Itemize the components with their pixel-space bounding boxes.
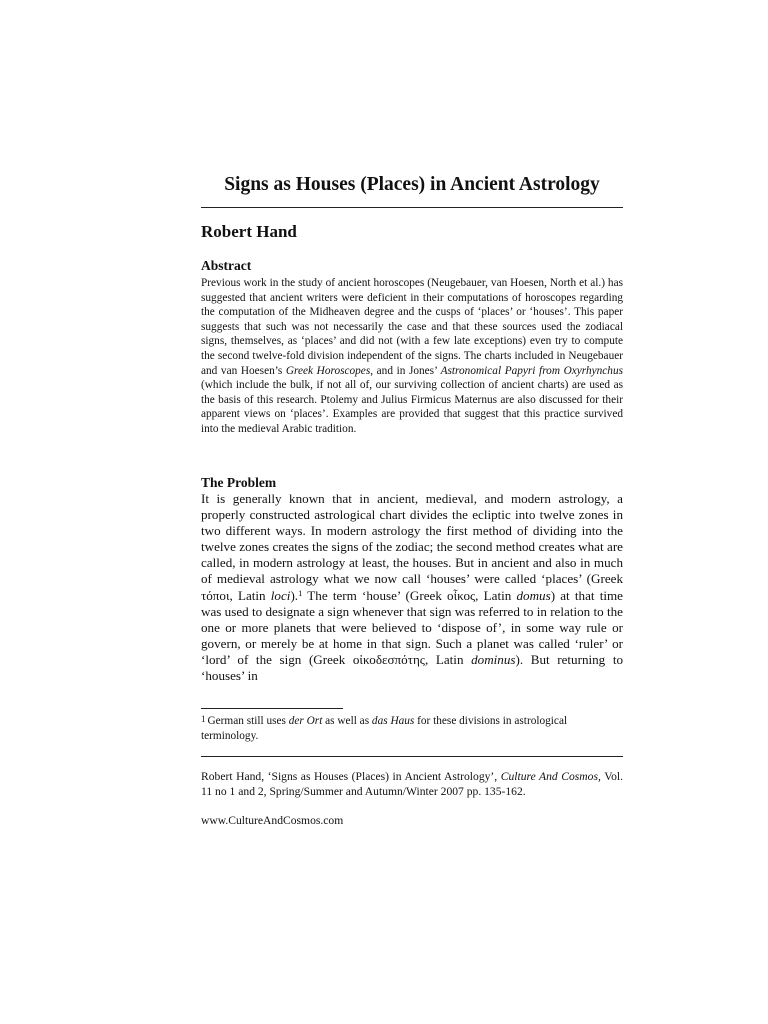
footnote-reference[interactable]: 1 (298, 587, 303, 598)
citation-divider (201, 756, 623, 757)
footnote-text-part: for these divisions in astrological terminology. (201, 715, 568, 742)
footnote-number: 1 (201, 714, 206, 724)
footnote (201, 714, 623, 743)
footnote-italic-term: das Haus (371, 715, 415, 727)
title-divider (201, 207, 623, 208)
abstract-text (201, 276, 623, 437)
section-italic-term: dominus (471, 651, 516, 667)
citation-journal-title: Culture And Cosmos (500, 770, 598, 783)
citation-text-part: , Vol. 11 no 1 and 2, Spring/Summer and Autumn/Winter 2007 pp. 135-162. (201, 770, 624, 798)
footnote-text-part: German still uses (207, 715, 289, 727)
footnote-divider (201, 708, 343, 709)
section-text-part: The term ‘house’ (Greek οἶκος, Latin (302, 587, 517, 603)
citation-text-part: Robert Hand, ‘Signs as Houses (Places) in Ancient Astrology’, (201, 770, 501, 783)
section-text-part: ). But returning to ‘houses’ in (201, 651, 623, 684)
abstract-heading: Abstract (201, 258, 252, 273)
abstract-text-part: , and in Jones’ (370, 364, 441, 377)
author-name: Robert Hand (201, 222, 297, 241)
footnote-italic-term: der Ort (288, 715, 323, 727)
section-italic-term: loci (270, 587, 291, 603)
abstract-text-part: (which include the bulk, if not all of, our surviving collection of ancient charts) are used as the basis of this research. Ptolemy and Julius Firmicus Maternus are also discussed for their apparent views on ‘places’. Examples are provided that suggest that this practice survived into the medieval Arabic tradition. (201, 379, 623, 435)
citation (201, 770, 623, 800)
section-text-part: ) at that time was used to designate a sign whenever that sign was referred to in relation to the one or more planets that were believed to ‘dispose of’, in some way rule or govern, or merely be at home in that sign. Such a planet was called ‘ruler’ or ‘lord’ of the sign (Greek οἰκοδεσπότης, Latin (201, 587, 623, 667)
abstract-italic-title: Astronomical Papyri from Oxyrhynchus (440, 364, 623, 377)
journal-url-link[interactable]: www.CultureAndCosmos.com (201, 814, 344, 827)
section-heading: The Problem (201, 475, 277, 490)
section-text-part: ). (290, 587, 299, 603)
footnote-text-part: as well as (322, 715, 372, 727)
paper-title: Signs as Houses (Places) in Ancient Astrology (224, 174, 600, 195)
abstract-text-part: Previous work in the study of ancient horoscopes (Neugebauer, van Hoesen, North et al.) has suggested that ancient writers were deficient in their computations of horoscopes regarding the computation of the Midheaven degree and the cusps of ‘places’ or ‘houses’. This paper suggests that such was not necessarily the case and that these sources used the zodiacal signs, themselves, as ‘places’ and did not (with a few late exceptions) even try to compute the second twelve-fold division independent of the signs. The charts included in Neugebauer and van Hoesen’s (201, 277, 623, 377)
abstract-italic-title: Greek Horoscopes (285, 364, 371, 377)
section-text-part: It is generally known that in ancient, medieval, and modern astrology, a properly constructed astrological chart divides the ecliptic into twelve zones in two different ways. In modern astrology the first method of dividing into the twelve zones creates the signs of the zodiac; the second method creates what are called, in modern astrology at least, the houses. But in ancient and also in much of medieval astrology what we now call ‘houses’ were called ‘places’ (Greek τόποι, Latin (201, 491, 623, 603)
section-text (201, 491, 623, 684)
section-italic-term: domus (516, 587, 551, 603)
